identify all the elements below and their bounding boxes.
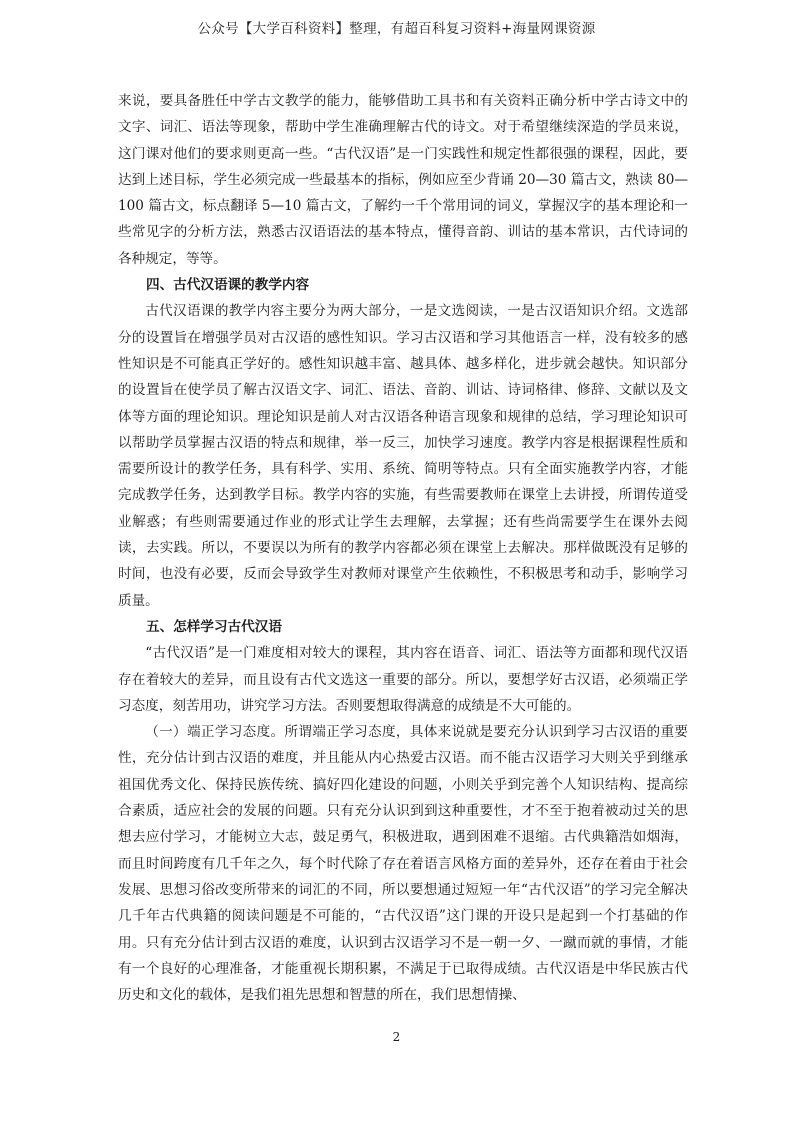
page-number: 2 xyxy=(392,1030,401,1044)
section-heading-4: 四、古代汉语课的教学内容 xyxy=(146,277,310,294)
paragraph-teaching-content: 古代汉语课的教学内容主要分为两大部分，一是文选阅读，一是古汉语知识介绍。文选部分的设置旨在增强学员对古汉语的感性知识。学习古汉语和学习其他语言一样，没有较多的感性知识是不可能真正学好的。感性知识越丰富、越具体、越多样化，进步就会越快。知识部分的设置旨在使学员了解古汉语文字、词汇、语法、音韵、训诂、诗词格律、修辞、文献以及文体等方面的理论知识。理论知识是前人对古汉语各种语言现象和规律的总结，学习理论知识可以帮助学员掌握古汉语的特点和规律，举一反三，加快学习速度。教学内容是根据课程性质和需要所设计的教学任务，具有科学、实用、系统、简明等特点。只有全面实施教学内容，才能完成教学任务，达到教学目标。教学内容的实施，有些需要教师在课堂上去讲授，所谓传道受业解惑；有些则需要通过作业的形式让学生去理解，去掌握；还有些尚需要学生在课外去阅读，去实践。所以，不要误以为所有的教学内容都必须在课堂上去解决。那样做既没有足够的时间，也没有必要，反而会导致学生对教师对课堂产生依赖性，不积极思考和动手，影响学习质量。 xyxy=(118,303,688,609)
paragraph-continued: 来说，要具备胜任中学古文教学的能力，能够借助工具书和有关资料正确分析中学古诗文中的文字、词汇、语法等现象，帮助中学生准确理解古代的诗文。对于希望继续深造的学员来说，这门课对他们的要求则更高一些。“古代汉语”是一门实践性和规定性都很强的课程，因此，要达到上述目标，学生必须完成一些最基本的指标，例如应至少背诵 20—30 篇古文，熟读 80—100 篇古文，标点翻译 5—10 篇古文，了解约一千个常用词的词义，掌握汉字的基本理论和一些常见字的分析方法，熟悉古汉语语法的基本特点，懂得音韵、训诂的基本常识，古代诗词的各种规定，等等。 xyxy=(118,93,688,267)
document-body xyxy=(118,88,688,1008)
section-heading-5: 五、怎样学习古代汉语 xyxy=(146,618,282,635)
page-header: 公众号【大学百科资料】整理，有超百科复习资料+海量网课资源 xyxy=(197,21,596,37)
paragraph-how-to-learn: “古代汉语”是一门难度相对较大的课程，其内容在语音、词汇、语法等方面都和现代汉语存在着较大的差异，而且设有古代文选这一重要的部分。所以，要想学好古汉语，必须端正学习态度，刻苦用功，讲究学习方法。否则要想取得满意的成绩是不大可能的。 xyxy=(118,645,688,714)
paragraph-attitude: （一）端正学习态度。所谓端正学习态度，具体来说就是要充分认识到学习古汉语的重要性，充分估计到古汉语的难度，并且能从内心热爱古汉语。而不能古汉语学习大则关乎到继承祖国优秀文化、保持民族传统、搞好四化建设的问题，小则关乎到完善个人知识结构、提高综合素质，适应社会的发展的问题。只有充分认识到到这种重要性，才不至于抱着被动过关的思想去应付学习，才能树立大志，鼓足勇气，积极进取，遇到困难不退缩。古代典籍浩如烟海，而且时间跨度有几千年之久，每个时代除了存在着语言风格方面的差异外，还存在着由于社会发展、思想习俗改变所带来的词汇的不同，所以要想通过短短一年“古代汉语”的学习完全解决几千年古代典籍的阅读问题是不可能的，“古代汉语”这门课的开设只是起到一个打基础的作用。只有充分估计到古汉语的难度，认识到古汉语学习不是一朝一夕、一蹴而就的事情，才能有一个良好的心理准备，才能重视长期积累，不满足于已取得成绩。古代汉语是中华民族古代历史和文化的载体，是我们祖先思想和智慧的所在，我们思想情操、 xyxy=(118,724,688,1004)
